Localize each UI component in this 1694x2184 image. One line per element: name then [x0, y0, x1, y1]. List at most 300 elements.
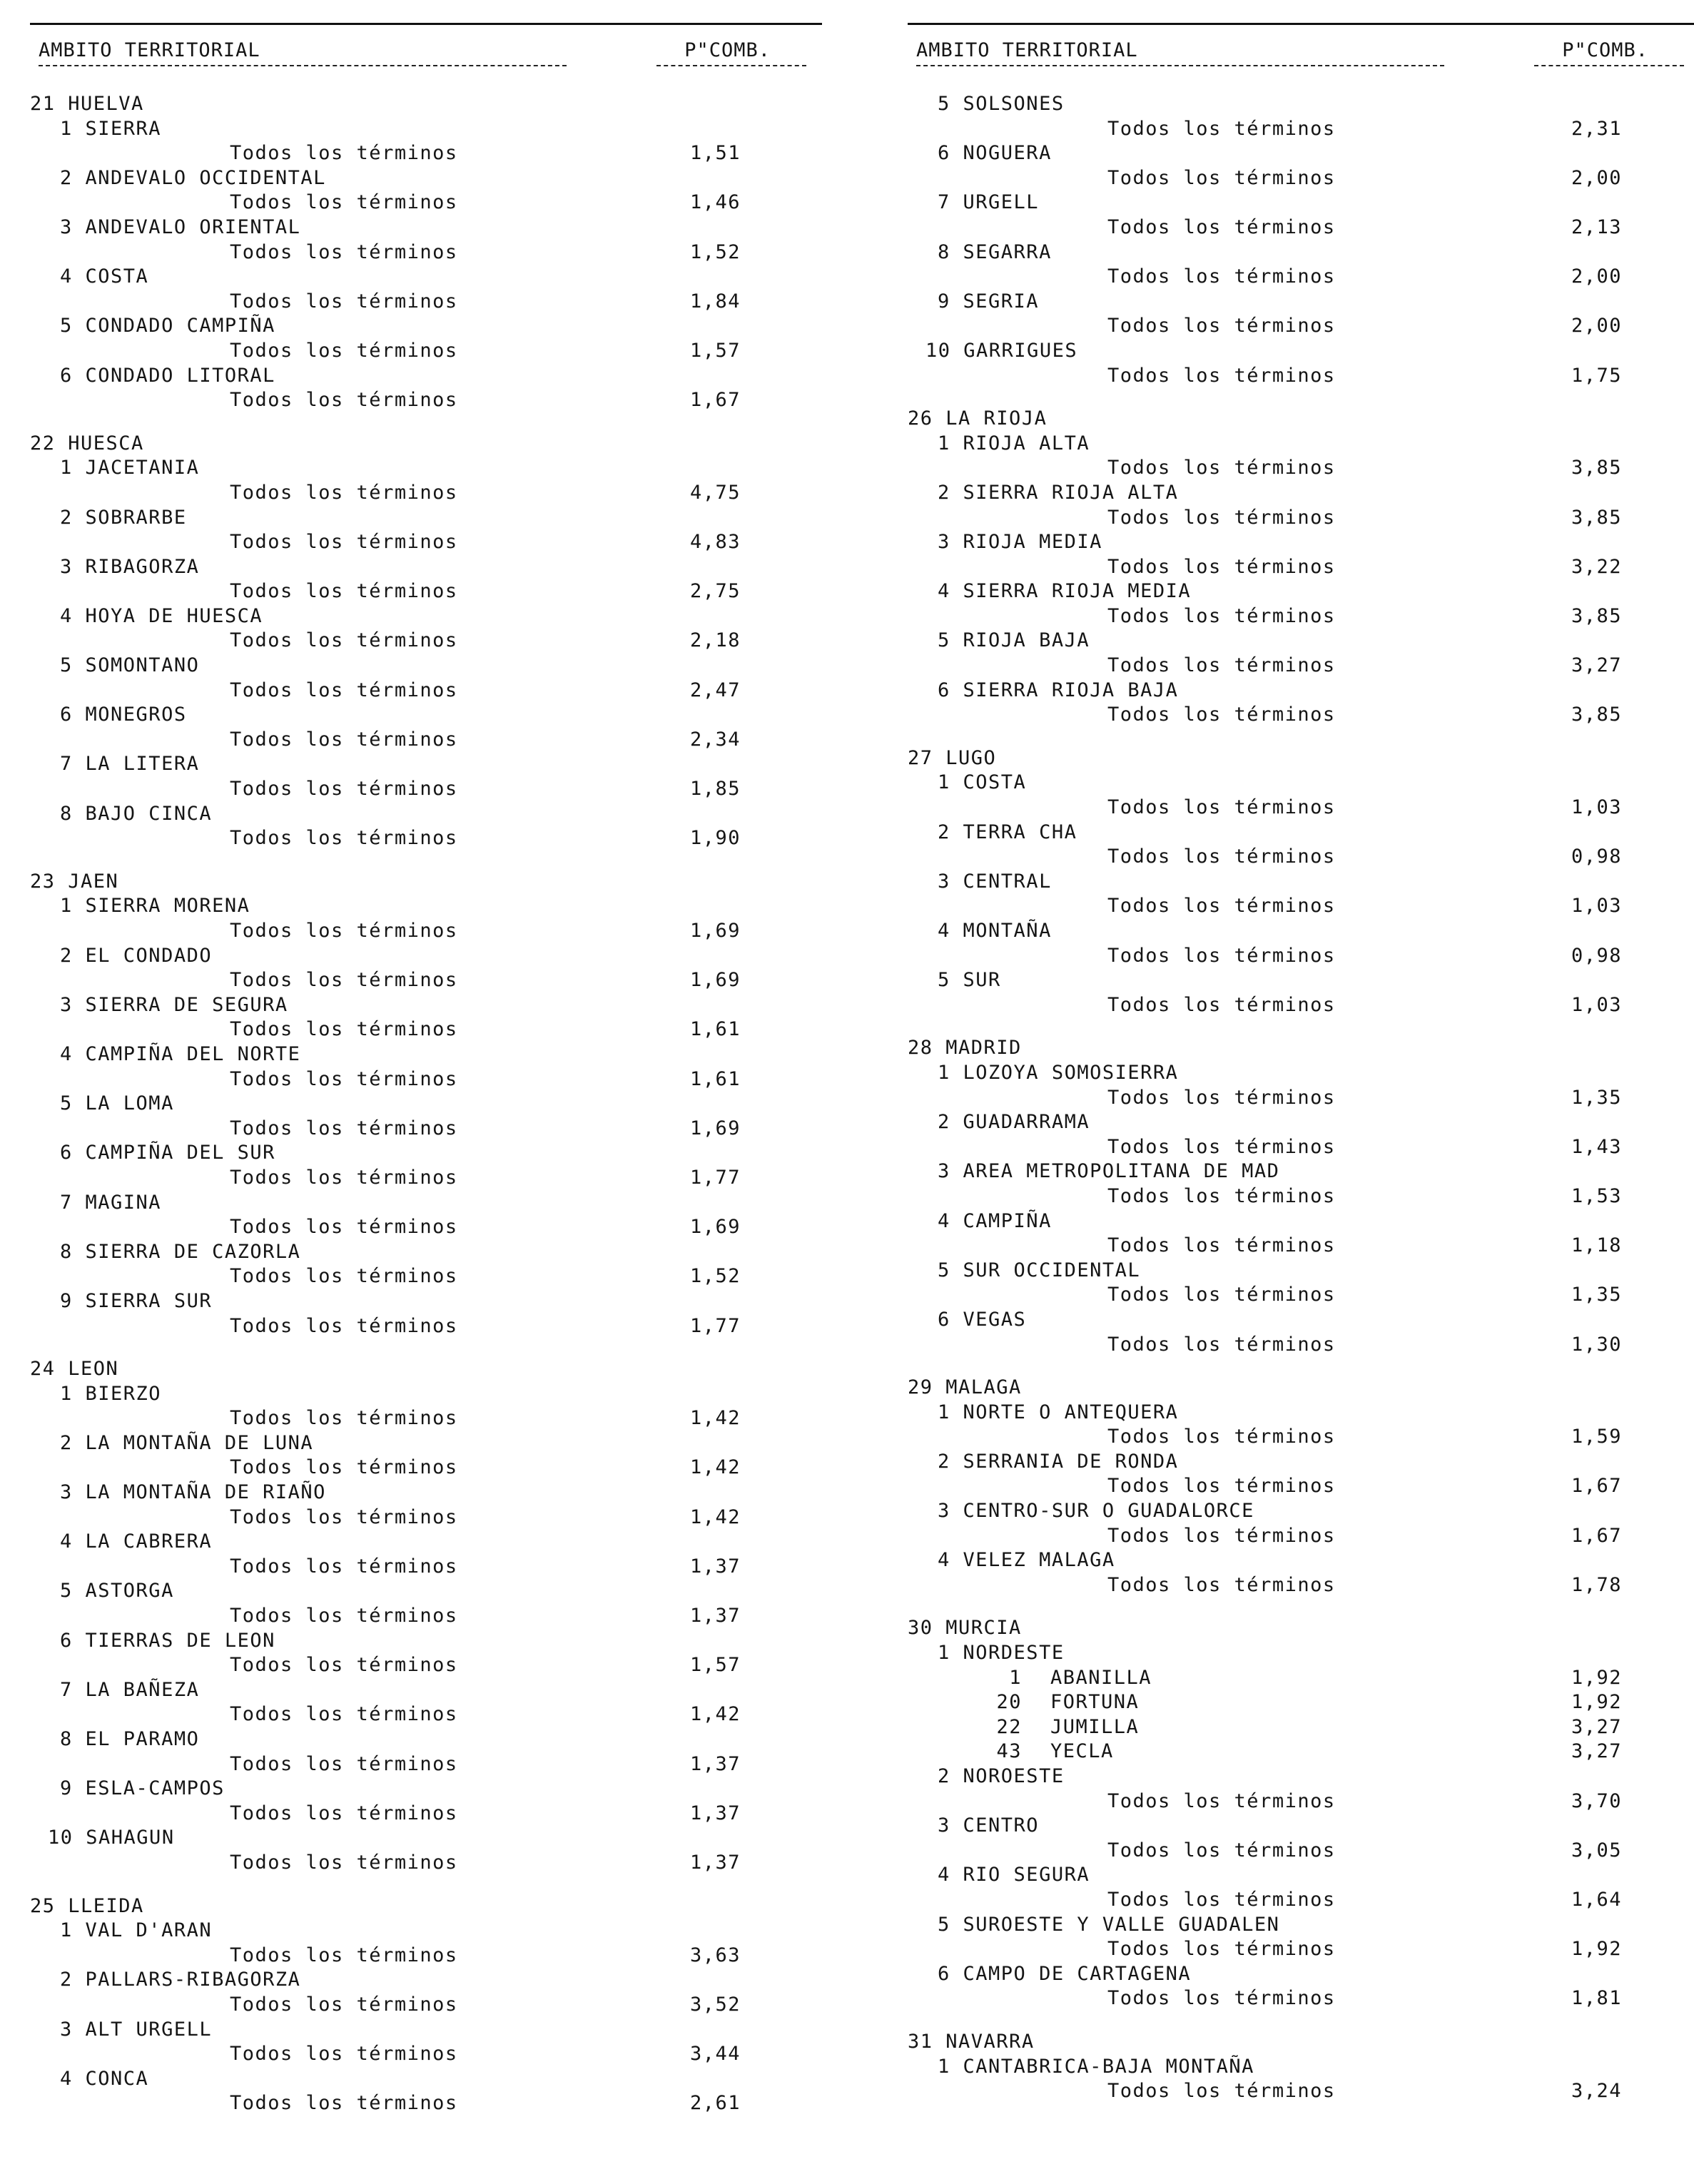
comarca-number: 3 [938, 1160, 950, 1183]
pcomb-value: 1,35 [1571, 1086, 1623, 1109]
comarca-title [938, 1159, 1279, 1184]
terms-row [30, 2091, 822, 2116]
comarca-heading [908, 141, 1694, 166]
terms-label: Todos los términos [1107, 1426, 1336, 1448]
comarca-heading [30, 894, 822, 919]
comarca-number: 1 [60, 1382, 73, 1405]
comarca-title [60, 1530, 212, 1555]
comarca-name: CAMPIÑA DEL SUR [85, 1142, 275, 1164]
comarca-heading [30, 703, 822, 728]
province-block [30, 1357, 822, 1875]
comarca-number: 6 [60, 1142, 73, 1164]
terms-label: Todos los términos [1107, 993, 1336, 1016]
comarca-heading [30, 1191, 822, 1216]
comarca-title [938, 1450, 1178, 1475]
comarca-heading [30, 1480, 822, 1505]
comarca-number: 6 [60, 364, 73, 387]
terms-row [908, 944, 1694, 969]
comarca-title [60, 1240, 300, 1265]
header-underline-left [916, 65, 1444, 66]
pcomb-value: 1,92 [1571, 1938, 1623, 1961]
terms-label: Todos los términos [230, 2043, 458, 2066]
terms-row [30, 1017, 822, 1042]
terms-label: Todos los términos [230, 1117, 458, 1139]
comarca-number: 7 [60, 753, 73, 776]
terms-row [30, 629, 822, 654]
comarca-number: 5 [60, 1580, 73, 1603]
terms-label: Todos los términos [230, 1456, 458, 1479]
comarca-title [938, 771, 1026, 796]
comarca-name: CANTABRICA-BAJA MONTAÑA [963, 2055, 1254, 2078]
pcomb-value: 1,51 [690, 142, 741, 165]
comarca-title [60, 1777, 225, 1802]
terms-row [30, 679, 822, 704]
pcomb-value: 1,69 [690, 1216, 741, 1239]
comarca-title [60, 166, 326, 191]
comarca-heading [30, 1678, 822, 1703]
terms-label: Todos los términos [230, 1265, 458, 1288]
comarca-name: BIERZO [85, 1382, 162, 1405]
pcomb-value: 3,27 [1571, 654, 1623, 677]
terms-row [30, 1802, 822, 1827]
comarca-title [938, 481, 1178, 506]
comarca-name: GUADARRAMA [963, 1111, 1090, 1134]
comarca-heading [30, 604, 822, 629]
terms-row [30, 1752, 822, 1777]
header-underline-left [39, 65, 567, 66]
comarca-name: LA MONTAÑA DE LUNA [85, 1431, 314, 1454]
terms-label: Todos los términos [1107, 315, 1336, 337]
comarca-title [938, 92, 1065, 117]
province-name: HUESCA [68, 432, 144, 454]
province-title [908, 1376, 1022, 1401]
comarca-number: 5 [60, 315, 73, 337]
comarca-heading [908, 1962, 1694, 1987]
comarca-name: CAMPO DE CARTAGENA [963, 1962, 1192, 1985]
comarca-heading [908, 240, 1694, 265]
comarca-name: RIBAGORZA [85, 555, 200, 578]
terms-label: Todos los términos [1107, 895, 1336, 918]
terms-label: Todos los términos [230, 1166, 458, 1189]
comarca-heading [908, 579, 1694, 604]
pcomb-value: 1,64 [1571, 1888, 1623, 1911]
terms-label: Todos los términos [230, 1505, 458, 1528]
comarca-number: 1 [60, 117, 73, 140]
comarca-number: 2 [60, 1431, 73, 1454]
comarca-title [60, 752, 199, 777]
comarca-name: ALT URGELL [85, 2018, 213, 2041]
terms-row [908, 1888, 1694, 1913]
terms-row [30, 530, 822, 555]
terms-label: Todos los términos [1107, 796, 1336, 819]
terms-row [908, 456, 1694, 481]
province-title [30, 92, 144, 117]
terms-row [30, 919, 822, 944]
comarca-heading [908, 92, 1694, 117]
terms-label: Todos los términos [230, 1605, 458, 1627]
terms-row [30, 1555, 822, 1580]
comarca-heading [908, 191, 1694, 215]
comarca-name: HOYA DE HUESCA [85, 604, 263, 627]
province-title [30, 1894, 144, 1919]
comarca-heading [908, 1814, 1694, 1839]
comarca-number: 2 [938, 821, 950, 843]
comarca-heading [908, 919, 1694, 944]
comarca-heading [908, 679, 1694, 704]
header-underline-right [1534, 65, 1684, 66]
terms-label: Todos los términos [230, 1555, 458, 1578]
province-name: JAEN [68, 870, 119, 893]
comarca-number: 1 [60, 457, 73, 479]
pcomb-value: 0,98 [1571, 845, 1623, 868]
terms-row [908, 314, 1694, 339]
comarca-name: SUROESTE Y VALLE GUADALEN [963, 1913, 1280, 1936]
terms-row [30, 826, 822, 851]
comarca-title [938, 141, 1052, 166]
province-code: 30 [908, 1617, 933, 1640]
pcomb-value: 2,18 [690, 629, 741, 652]
comarca-name: TIERRAS DE LEON [85, 1629, 275, 1652]
province-block [908, 1376, 1694, 1598]
province-title [30, 1357, 118, 1382]
province-code: 26 [908, 407, 933, 430]
comarca-number: 6 [938, 679, 950, 701]
pcomb-value: 2,75 [690, 580, 741, 603]
terms-row [30, 1604, 822, 1629]
comarca-title [938, 1814, 1039, 1839]
province-title [908, 2030, 1035, 2055]
pcomb-value: 1,57 [690, 339, 741, 362]
comarca-name: LA MONTAÑA DE RIAÑO [85, 1481, 326, 1504]
terms-label: Todos los términos [1107, 265, 1336, 288]
pcomb-value: 1,57 [690, 1654, 741, 1677]
terms-row [908, 506, 1694, 531]
comarca-title [60, 1678, 199, 1703]
comarca-number: 1 [938, 2055, 950, 2078]
terms-label: Todos los términos [230, 1018, 458, 1041]
comarca-heading [908, 1764, 1694, 1789]
comarca-name: SAHAGUN [86, 1827, 175, 1849]
pcomb-value: 3,85 [1571, 704, 1623, 726]
comarca-heading [30, 1777, 822, 1802]
terms-row [30, 1117, 822, 1142]
comarca-number: 2 [60, 1969, 73, 1991]
province-heading [908, 2030, 1694, 2055]
comarca-heading [30, 555, 822, 580]
comarca-number: 2 [60, 944, 73, 967]
pcomb-value: 1,52 [690, 240, 741, 263]
comarca-number: 5 [938, 629, 950, 652]
comarca-number: 8 [60, 1240, 73, 1263]
province-block [30, 92, 822, 413]
terms-label: Todos los términos [1107, 555, 1336, 578]
comarca-name: SIERRA DE CAZORLA [85, 1240, 301, 1263]
province-name: LA RIOJA [945, 407, 1048, 430]
comarca-heading [908, 481, 1694, 506]
comarca-title [938, 1962, 1191, 1987]
pcomb-value: 4,75 [690, 481, 741, 504]
comarca-title [60, 1042, 300, 1067]
header-underline-right [656, 65, 806, 66]
province-heading [908, 1376, 1694, 1401]
pcomb-value: 1,85 [690, 778, 741, 801]
comarca-title [60, 894, 250, 919]
comarca-title [938, 1548, 1115, 1573]
terms-row [908, 703, 1694, 728]
comarca-title [60, 1480, 326, 1505]
pcomb-value: 2,31 [1571, 117, 1623, 140]
comarca-title [60, 2067, 148, 2092]
terms-label: Todos los términos [230, 191, 458, 214]
comarca-heading [908, 1863, 1694, 1888]
province-name: NAVARRA [945, 2030, 1035, 2053]
comarca-title [60, 1579, 174, 1604]
pcomb-value: 2,00 [1571, 265, 1623, 288]
comarca-number: 1 [938, 1061, 950, 1084]
comarca-number: 2 [938, 1450, 950, 1473]
terms-row [908, 1839, 1694, 1864]
comarca-number: 4 [60, 265, 73, 288]
terms-label: Todos los términos [230, 629, 458, 652]
table-column-left [30, 23, 822, 2135]
comarca-title [60, 654, 199, 679]
terms-label: Todos los términos [1107, 1234, 1336, 1257]
province-block [30, 870, 822, 1339]
comarca-title [60, 1289, 212, 1314]
comarca-name: RIOJA BAJA [963, 629, 1090, 652]
comarca-heading [30, 2067, 822, 2092]
terms-label: Todos los términos [1107, 1987, 1336, 2010]
province-name: MALAGA [945, 1376, 1022, 1399]
comarca-title [938, 530, 1102, 555]
comarca-name: LA LITERA [85, 753, 200, 776]
comarca-name: SOMONTANO [85, 654, 200, 677]
pcomb-value: 1,37 [690, 1851, 741, 1874]
comarca-heading [908, 530, 1694, 555]
comarca-heading [908, 1061, 1694, 1086]
municipality-code: 1 [1009, 1666, 1022, 1689]
terms-row [30, 240, 822, 265]
terms-label: Todos los términos [1107, 1284, 1336, 1306]
terms-row [908, 1135, 1694, 1160]
comarca-name: SERRANIA DE RONDA [963, 1450, 1179, 1473]
comarca-heading [908, 1913, 1694, 1938]
pcomb-value: 1,77 [690, 1314, 741, 1337]
pcomb-value: 2,00 [1571, 315, 1623, 337]
pcomb-value: 2,13 [1571, 215, 1623, 238]
comarca-name: ANDEVALO ORIENTAL [85, 215, 301, 238]
province-title [908, 1616, 1022, 1641]
comarca-name: LOZOYA SOMOSIERRA [963, 1061, 1179, 1084]
header-underline [30, 62, 822, 79]
comarca-heading [30, 1092, 822, 1117]
pcomb-value: 1,18 [1571, 1234, 1623, 1257]
terms-label: Todos los términos [230, 728, 458, 751]
comarca-heading [30, 1530, 822, 1555]
comarca-title [938, 870, 1052, 895]
pcomb-value: 1,43 [1571, 1135, 1623, 1158]
terms-label: Todos los términos [1107, 117, 1336, 140]
comarca-number: 3 [60, 555, 73, 578]
comarca-heading [30, 1826, 822, 1851]
terms-label: Todos los términos [1107, 1938, 1336, 1961]
terms-label: Todos los términos [230, 679, 458, 701]
pcomb-value: 1,53 [1571, 1184, 1623, 1207]
province-code: 23 [30, 870, 56, 893]
pcomb-value: 1,37 [690, 1555, 741, 1578]
pcomb-value: 1,30 [1571, 1333, 1623, 1356]
comarca-number: 6 [60, 704, 73, 726]
comarca-title [60, 993, 288, 1018]
province-heading [30, 92, 822, 117]
province-block [908, 2030, 1694, 2104]
comarca-heading [908, 1308, 1694, 1333]
province-heading [30, 432, 822, 457]
comarca-number: 5 [938, 969, 950, 992]
pcomb-value: 3,85 [1571, 604, 1623, 627]
pcomb-value: 1,42 [690, 1505, 741, 1528]
comarca-name: SOLSONES [963, 93, 1065, 115]
terms-row [908, 654, 1694, 679]
comarca-number: 2 [938, 1765, 950, 1787]
province-code: 31 [908, 2030, 933, 2053]
comarca-name: BAJO CINCA [85, 802, 213, 825]
terms-label: Todos los términos [1107, 1524, 1336, 1547]
comarca-name: RIO SEGURA [963, 1864, 1090, 1886]
terms-label: Todos los términos [1107, 1888, 1336, 1911]
comarca-name: LA CABRERA [85, 1530, 213, 1553]
pcomb-value: 1,67 [1571, 1524, 1623, 1547]
comarca-number: 4 [938, 1864, 950, 1886]
comarca-title [938, 191, 1039, 215]
comarca-title [60, 117, 161, 142]
terms-label: Todos los términos [1107, 215, 1336, 238]
comarca-name: JACETANIA [85, 457, 200, 479]
comarca-title [60, 1431, 313, 1456]
terms-row [908, 796, 1694, 821]
comarca-name: SUR OCCIDENTAL [963, 1259, 1141, 1281]
terms-label: Todos los términos [1107, 1789, 1336, 1812]
comarca-title [938, 1764, 1065, 1789]
comarca-heading [30, 1629, 822, 1654]
comarca-title [60, 1191, 161, 1216]
terms-row [30, 1944, 822, 1969]
table-body [30, 92, 822, 2116]
comarca-name: SIERRA RIOJA MEDIA [963, 580, 1192, 603]
terms-label: Todos los términos [1107, 506, 1336, 529]
comarca-name: COSTA [85, 265, 149, 288]
comarca-number: 4 [938, 1549, 950, 1572]
comarca-title [938, 968, 1001, 993]
province-heading [30, 1894, 822, 1919]
province-name: LLEIDA [68, 1894, 144, 1917]
terms-row [908, 894, 1694, 919]
terms-row [30, 1215, 822, 1240]
comarca-number: 3 [60, 1481, 73, 1504]
comarca-name: MONEGROS [85, 704, 187, 726]
comarca-title [938, 432, 1090, 457]
comarca-name: CONDADO LITORAL [85, 364, 275, 387]
comarca-name: GARRIGUES [963, 339, 1078, 362]
terms-row [908, 1333, 1694, 1358]
comarca-title [60, 1919, 212, 1944]
comarca-heading [30, 752, 822, 777]
province-name: MADRID [945, 1037, 1022, 1060]
comarca-heading [30, 944, 822, 969]
province-block [908, 407, 1694, 728]
terms-row [30, 1702, 822, 1727]
terms-label: Todos los términos [1107, 704, 1336, 726]
header-ambito: AMBITO TERRITORIAL [39, 39, 260, 61]
terms-row [30, 777, 822, 802]
terms-row [908, 2079, 1694, 2104]
comarca-name: RIOJA ALTA [963, 432, 1090, 454]
comarca-number: 3 [60, 2018, 73, 2041]
comarca-number: 2 [938, 481, 950, 504]
pcomb-value: 3,44 [690, 2043, 741, 2066]
header-ambito: AMBITO TERRITORIAL [916, 39, 1138, 61]
comarca-title [60, 265, 148, 290]
terms-label: Todos los términos [230, 827, 458, 850]
province-heading [30, 1357, 822, 1382]
municipality-row [908, 1715, 1694, 1740]
municipality-name: FORTUNA [1050, 1691, 1140, 1714]
comarca-number: 4 [938, 1209, 950, 1232]
comarca-title [938, 1209, 1052, 1234]
municipality-name: JUMILLA [1050, 1715, 1140, 1738]
comarca-name: VELEZ MALAGA [963, 1549, 1115, 1572]
comarca-title [60, 506, 187, 531]
comarca-name: SIERRA [85, 117, 162, 140]
comarca-heading [30, 506, 822, 531]
pcomb-value: 1,69 [690, 920, 741, 942]
table-body [908, 92, 1694, 2104]
comarca-title [60, 1382, 161, 1407]
terms-label: Todos los términos [230, 1407, 458, 1430]
comarca-name: NORDESTE [963, 1642, 1065, 1665]
comarca-title [60, 215, 300, 240]
pcomb-value: 1,42 [690, 1456, 741, 1479]
comarca-heading [30, 1727, 822, 1752]
pcomb-value: 2,47 [690, 679, 741, 701]
pcomb-value: 3,05 [1571, 1839, 1623, 1862]
comarca-title [938, 1863, 1090, 1888]
table-header [908, 34, 1694, 62]
comarca-number: 3 [938, 531, 950, 554]
comarca-number: 3 [938, 870, 950, 893]
terms-row [30, 1264, 822, 1289]
comarca-title [938, 1308, 1026, 1333]
pcomb-value: 1,92 [1571, 1691, 1623, 1714]
pcomb-value: 1,37 [690, 1605, 741, 1627]
comarca-number: 1 [938, 1642, 950, 1665]
comarca-name: SIERRA DE SEGURA [85, 993, 288, 1016]
pcomb-value: 1,03 [1571, 796, 1623, 819]
province-code: 27 [908, 746, 933, 769]
comarca-name: LA LOMA [85, 1092, 174, 1115]
comarca-name: ASTORGA [85, 1580, 174, 1603]
comarca-name: SEGRIA [963, 290, 1040, 313]
comarca-title [938, 679, 1178, 704]
pcomb-value: 1,46 [690, 191, 741, 214]
comarca-name: SIERRA MORENA [85, 895, 250, 918]
comarca-title [60, 364, 275, 389]
header-pcomb: P"COMB. [684, 39, 771, 61]
comarca-title [938, 821, 1077, 845]
comarca-number: 4 [938, 920, 950, 942]
pcomb-value: 3,85 [1571, 506, 1623, 529]
comarca-heading [30, 1968, 822, 1993]
